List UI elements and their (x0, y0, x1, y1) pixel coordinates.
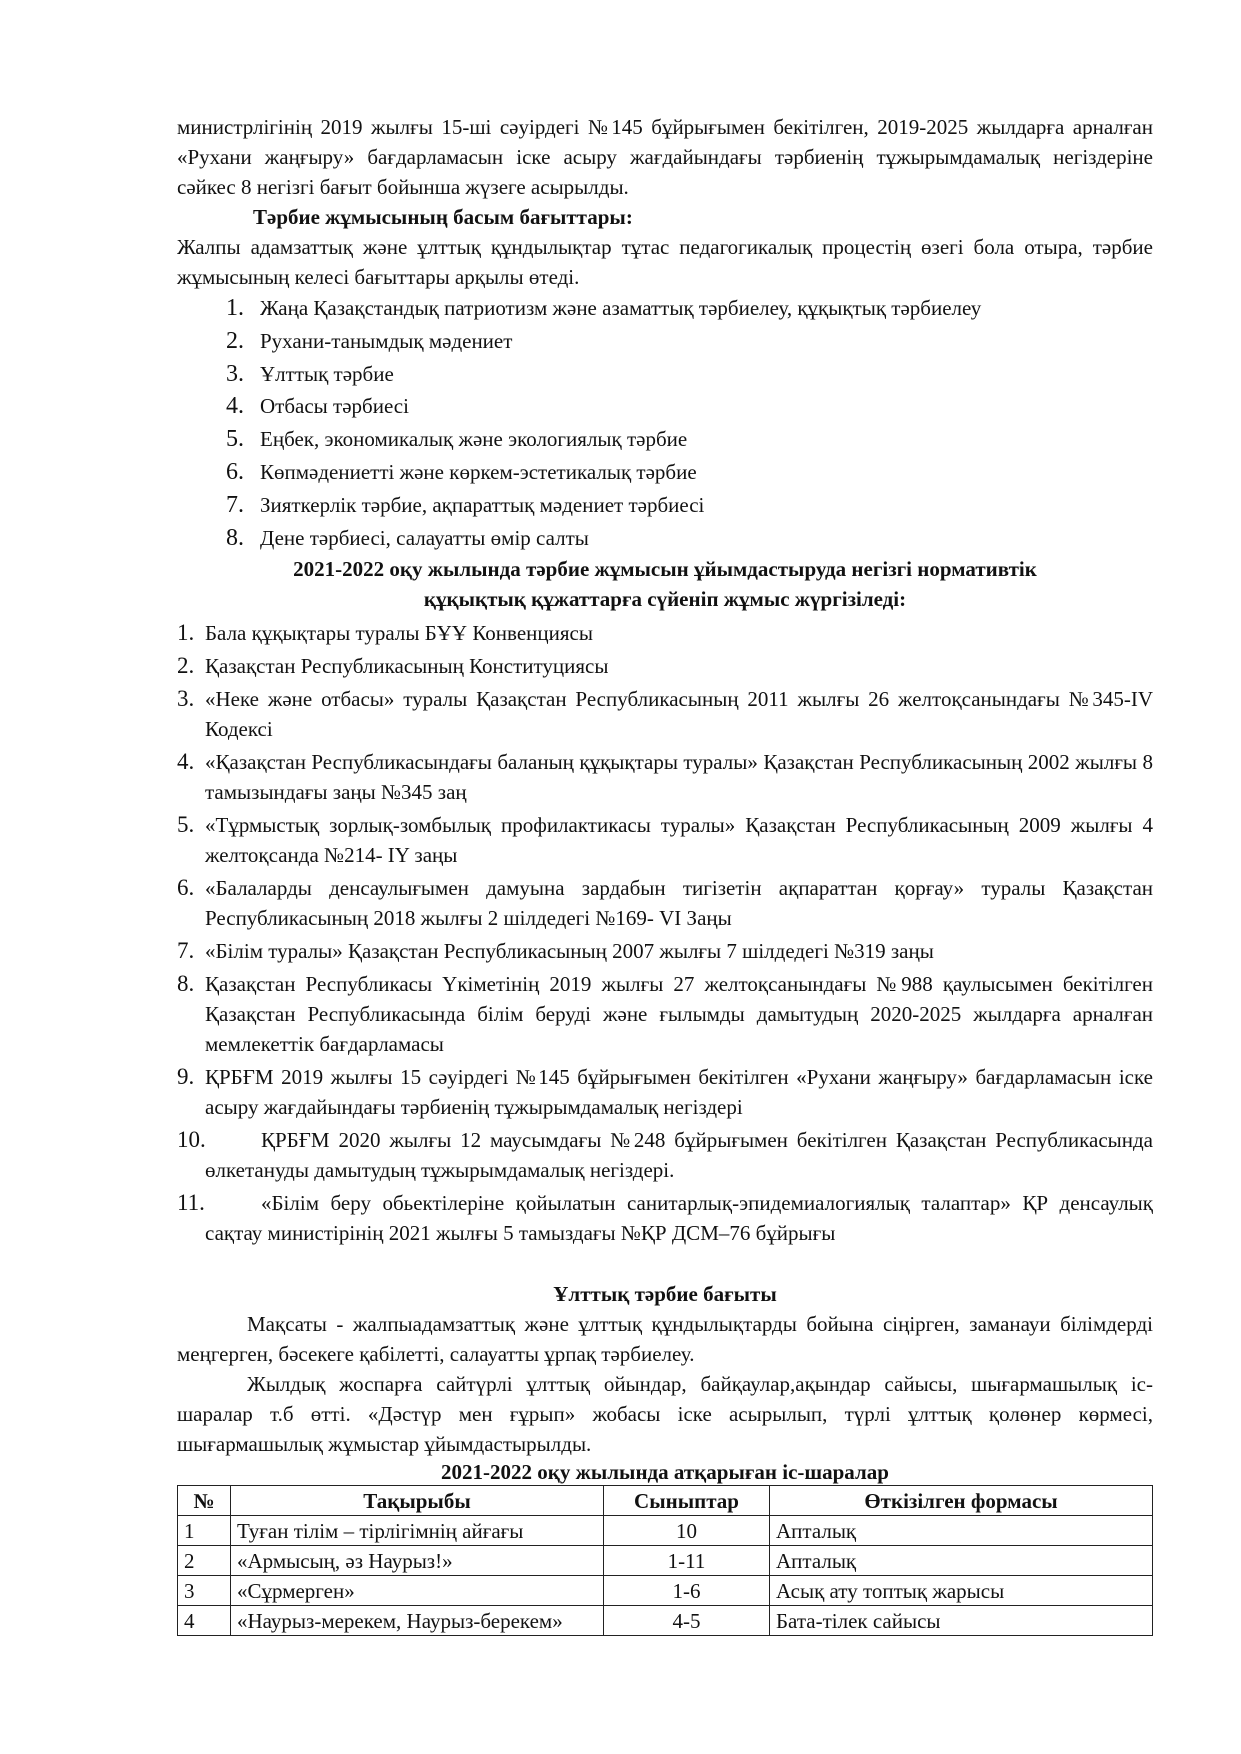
list-item-number: 6. (177, 875, 195, 901)
list-item (177, 684, 1153, 744)
list-item-number: 4. (226, 393, 244, 420)
list-item-number: 10. (177, 1127, 206, 1153)
list-item (177, 1062, 1153, 1122)
list-item-number: 3. (177, 686, 195, 712)
spacer (177, 1251, 1153, 1279)
national-summary: Жылдық жоспарға сайтүрлі ұлттық ойындар, байқаулар,ақындар сайысы, шығармашылық іс-шаралар т.б өтті. «Дәстүр мен ғұрып» жобасы іске асырылып, түрлі ұлттық қолөнер көрмесі, шығармашылық жұмыстар ұйымдастырылды. (177, 1372, 1153, 1457)
list-item-text: Зияткерлік тәрбие, ақпараттық мәдениет тәрбиесі (260, 492, 705, 517)
list-item-number: 2. (226, 327, 244, 354)
directions-list (177, 292, 1153, 554)
cell-topic: Туған тілім – тірлігімнің айғағы (231, 1516, 604, 1546)
cell-classes: 1-11 (604, 1546, 770, 1576)
documents-heading-line2: құқықтық құжаттарға сүйеніп жұмыс жүргізіледі: (423, 587, 907, 612)
directions-heading: Тәрбие жұмысының басым бағыттары: (253, 205, 633, 229)
cell-topic: «Армысың, әз Наурыз!» (231, 1546, 604, 1576)
documents-list (177, 618, 1153, 1248)
list-item (177, 489, 1153, 522)
list-item-text: Ұлттық тәрбие (260, 361, 394, 386)
cell-form: Асық ату топтық жарысы (770, 1576, 1153, 1606)
list-item (177, 1125, 1153, 1185)
list-item-text: ҚРБҒМ 2019 жылғы 15 сәуірдегі №145 бұйрығымен бекітілген «Рухани жаңғыру» бағдарламасын іске асыру жағдайындағы тәрбиенің тұжырымдамалық негіздері (205, 1065, 1153, 1120)
intro-paragraph: министрлігінің 2019 жылғы 15-ші сәуірдегі №145 бұйрығымен бекітілген, 2019-2025 жылдарға арналған «Рухани жаңғыру» бағдарламасын іске асыру жағдайындағы тәрбиенің тұжырымдамалық негіздеріне сәйкес 8 негізгі бағыт бойынша жүзеге асырылды. (177, 115, 1153, 199)
column-header-classes: Сыныптар (604, 1486, 770, 1516)
cell-classes: 10 (604, 1516, 770, 1546)
list-item-text: Қазақстан Республикасы Үкіметінің 2019 жылғы 27 желтоқсанындағы №988 қаулысымен бекітілген Қазақстан Республикасында білім беруді және ғылымды дамытудың 2020-2025 жылдарға арналған мемлекеттік бағдарламасы (205, 972, 1153, 1057)
list-item-number: 8. (177, 971, 195, 997)
cell-number: 2 (178, 1546, 231, 1576)
list-item-number: 4. (177, 749, 195, 775)
events-caption: 2021-2022 оқу жылында атқарыған іс-шаралар (441, 1460, 889, 1485)
list-item (177, 522, 1153, 555)
column-header-form: Өткізілген формасы (770, 1486, 1153, 1516)
list-item (177, 969, 1153, 1059)
list-item (177, 1188, 1153, 1248)
list-item (177, 618, 1153, 648)
list-item-number: 1. (226, 295, 244, 321)
list-item-text: «Тұрмыстық зорлық-зомбылық профилактикасы туралы» Қазақстан Республикасының 2009 жылғы 4 желтоқсанда №214- IY заңы (205, 813, 1153, 868)
column-header-number: № (178, 1486, 231, 1516)
list-item-number: 11. (177, 1190, 205, 1216)
events-table (177, 1485, 1153, 1636)
table-row (178, 1606, 1153, 1636)
cell-topic: «Наурыз-мерекем, Наурыз-берекем» (231, 1606, 604, 1636)
list-item-text: Көпмәдениетті және көркем-эстетикалық тәрбие (260, 459, 697, 484)
cell-form: Бата-тілек сайысы (770, 1606, 1153, 1636)
documents-heading-line1: 2021-2022 оқу жылында тәрбие жұмысын ұйымдастыруда негізгі нормативтік (293, 557, 1037, 582)
list-item-text: «Балаларды денсаулығымен дамуына зардабын тигізетін ақпараттан қорғау» туралы Қазақстан Республикасының 2018 жылғы 2 шілдедегі №169- VI Заңы (205, 876, 1153, 931)
cell-classes: 4-5 (604, 1606, 770, 1636)
list-item-text: Жаңа Қазақстандық патриотизм және азаматтық тәрбиелеу, құқықтық тәрбиелеу (260, 296, 982, 320)
list-item-number: 6. (226, 458, 244, 485)
table-header-row (178, 1486, 1153, 1516)
list-item-number: 5. (177, 812, 195, 838)
cell-number: 1 (178, 1516, 231, 1546)
list-item (177, 747, 1153, 807)
list-item (177, 390, 1153, 423)
list-item-text: «Білім беру обьектілеріне қойылатын санитарлық-эпидемиалогиялық талаптар» ҚР денсаулық сақтау министірінің 2021 жылғы 5 тамыздағы №ҚР ДСМ–76 бұйрығы (205, 1191, 1153, 1246)
list-item-number: 9. (177, 1064, 195, 1090)
list-item-number: 7. (226, 491, 244, 518)
list-item-text: ҚРБҒМ 2020 жылғы 12 маусымдағы №248 бұйрығымен бекітілген Қазақстан Республикасында өлкетануды дамытудың тұжырымдамалық негіздері. (205, 1128, 1153, 1183)
list-item (177, 873, 1153, 933)
list-item-number: 3. (226, 360, 244, 387)
cell-classes: 1-6 (604, 1576, 770, 1606)
list-item-text: «Неке және отбасы» туралы Қазақстан Республикасының 2011 жылғы 26 желтоқсанындағы №345-IV Кодексі (205, 687, 1153, 742)
table-row (178, 1576, 1153, 1606)
list-item (177, 358, 1153, 391)
national-heading: Ұлттық тәрбие бағыты (553, 1282, 777, 1307)
list-item (177, 936, 1153, 966)
list-item-number: 8. (226, 524, 244, 551)
list-item-number: 2. (177, 653, 195, 679)
directions-lead: Жалпы адамзаттық және ұлттық құндылықтар тұтас педагогикалық процестің өзегі бола отыра, тәрбие жұмысының келесі бағыттары арқылы өтеді. (177, 235, 1153, 289)
document-page (177, 112, 1153, 1636)
list-item (177, 651, 1153, 681)
list-item (177, 456, 1153, 489)
list-item-number: 1. (177, 620, 195, 646)
national-goal: Мақсаты - жалпыадамзаттық және ұлттық құндылықтарды бойына сіңірген, заманауи білімдерді меңгерген, бәсекеге қабілетті, салауатты ұрпақ тәрбиелеу. (177, 1312, 1153, 1367)
list-item-text: Отбасы тәрбиесі (260, 394, 409, 419)
column-header-topic: Тақырыбы (231, 1486, 604, 1516)
cell-form: Апталық (770, 1516, 1153, 1546)
cell-form: Апталық (770, 1546, 1153, 1576)
list-item-text: «Қазақстан Республикасындағы баланың құқықтары туралы» Қазақстан Республикасының 2002 жылғы 8 тамызындағы заңы №345 заң (205, 750, 1153, 805)
list-item-text: Бала құқықтары туралы БҰҰ Конвенциясы (205, 621, 593, 646)
cell-number: 4 (178, 1606, 231, 1636)
list-item (177, 423, 1153, 456)
list-item-text: Дене тәрбиесі, салауатты өмір салты (260, 525, 589, 550)
cell-number: 3 (178, 1576, 231, 1606)
list-item-text: «Білім туралы» Қазақстан Республикасының 2007 жылғы 7 шілдедегі №319 заңы (205, 939, 934, 964)
list-item-number: 7. (177, 938, 195, 964)
table-row (178, 1516, 1153, 1546)
list-item (177, 810, 1153, 870)
cell-topic: «Сұрмерген» (231, 1576, 604, 1606)
list-item-text: Рухани-танымдық мәдениет (260, 328, 513, 353)
table-row (178, 1546, 1153, 1576)
list-item (177, 292, 1153, 325)
list-item-number: 5. (226, 426, 244, 453)
list-item-text: Еңбек, экономикалық және экологиялық тәрбие (260, 427, 688, 452)
list-item-text: Қазақстан Республикасының Конституциясы (205, 654, 609, 679)
list-item (177, 325, 1153, 358)
